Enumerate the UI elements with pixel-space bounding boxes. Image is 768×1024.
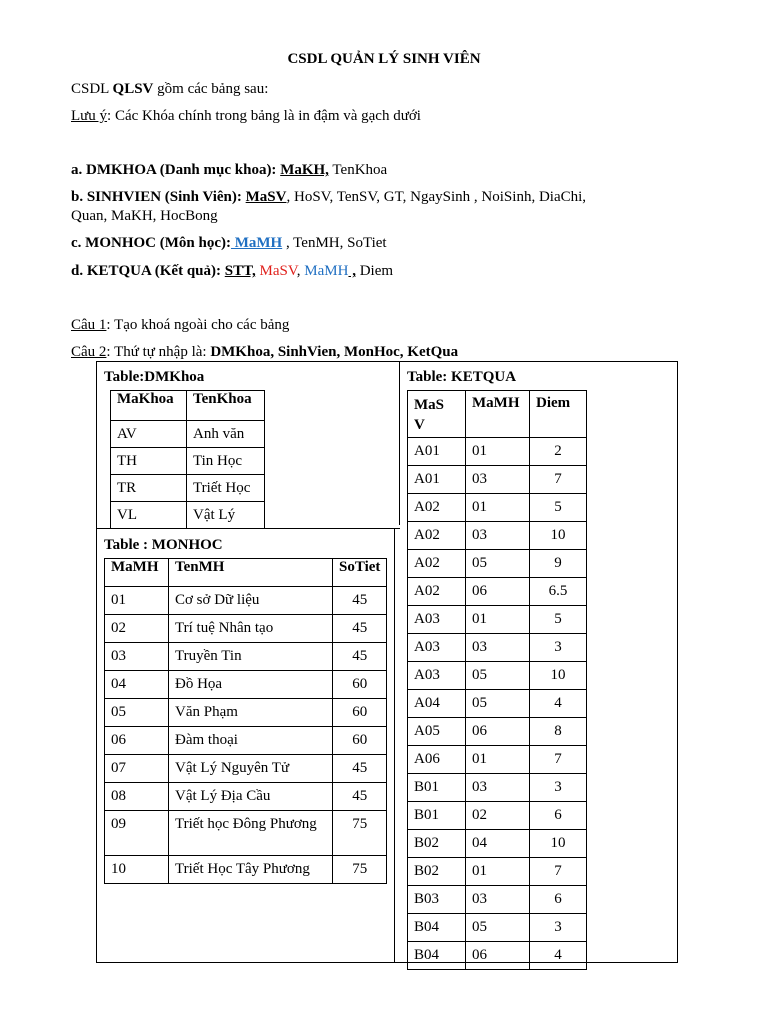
ketqua-row: [408, 746, 587, 774]
ketqua-cell: 02: [466, 802, 530, 830]
ketqua-cell: 5: [530, 494, 587, 522]
monhoc-header: TenMH: [169, 559, 333, 587]
ketqua-cell: 8: [530, 718, 587, 746]
ketqua-cell: 01: [466, 858, 530, 886]
ketqua-cell: 10: [530, 522, 587, 550]
monhoc-cell: Truyền Tin: [169, 643, 333, 671]
ketqua-cell: B02: [408, 830, 466, 858]
ketqua-cell: 03: [466, 522, 530, 550]
dmkhoa-cell: Triết Học: [187, 475, 265, 502]
schema-key: STT,: [224, 263, 256, 279]
ketqua-cell: 7: [530, 858, 587, 886]
monhoc-row: [105, 587, 387, 615]
ketqua-cell: 06: [466, 578, 530, 606]
monhoc-cell: 04: [105, 671, 169, 699]
ketqua-cell: 05: [466, 662, 530, 690]
ketqua-cell: 5: [530, 606, 587, 634]
document-title: CSDL QUẢN LÝ SINH VIÊN: [287, 51, 481, 67]
ketqua-row: [408, 858, 587, 886]
ketqua-cell: B01: [408, 774, 466, 802]
monhoc-cell: Cơ sở Dữ liệu: [169, 587, 333, 615]
intro-post: gồm các bảng sau:: [153, 81, 269, 97]
monhoc-cell: 45: [333, 783, 387, 811]
ketqua-cell: B04: [408, 914, 466, 942]
dmkhoa-cell: VL: [111, 502, 187, 529]
schema-fk-mamh: MaMH: [300, 263, 349, 279]
ketqua-row: [408, 522, 587, 550]
schema-rest: , TenMH, SoTiet: [282, 235, 387, 251]
schema-monhoc: [71, 233, 387, 253]
ketqua-cell: 6.5: [530, 578, 587, 606]
ketqua-row: [408, 578, 587, 606]
ketqua-cell: 05: [466, 550, 530, 578]
ketqua-cell: 10: [530, 662, 587, 690]
ketqua-cell: B02: [408, 858, 466, 886]
monhoc-row: [105, 727, 387, 755]
ketqua-cell: A01: [408, 466, 466, 494]
note-text: : Các Khóa chính trong bảng là in đậm và gạch dưới: [107, 108, 421, 124]
monhoc-cell: 05: [105, 699, 169, 727]
monhoc-cell: Triết Học Tây Phương: [169, 856, 333, 884]
monhoc-cell: 45: [333, 615, 387, 643]
schema-ketqua: [71, 261, 393, 281]
ketqua-cell: 3: [530, 914, 587, 942]
schema-rest: , HoSV, TenSV, GT, NgaySinh , NoiSinh, DiaChi,: [286, 189, 587, 205]
ketqua-table: [407, 390, 587, 970]
ketqua-cell: A03: [408, 606, 466, 634]
dmkhoa-cell: Anh văn: [187, 421, 265, 448]
monhoc-cell: Vật Lý Nguyên Tử: [169, 755, 333, 783]
ketqua-cell: 01: [466, 606, 530, 634]
schema-sinhvien-cont: Quan, MaKH, HocBong: [71, 208, 218, 224]
monhoc-cell: 01: [105, 587, 169, 615]
schema-sep: ,: [296, 263, 301, 279]
ketqua-cell: A02: [408, 550, 466, 578]
ketqua-cell: 7: [530, 746, 587, 774]
ketqua-header: MaS V: [408, 391, 466, 438]
ketqua-cell: 03: [466, 886, 530, 914]
ketqua-row: [408, 438, 587, 466]
ketqua-header: MaMH: [466, 391, 530, 438]
ketqua-cell: A03: [408, 662, 466, 690]
cau2-line: [71, 342, 458, 362]
ketqua-row: [408, 718, 587, 746]
ketqua-row: [408, 942, 587, 970]
cau2-label: Câu 2: [71, 344, 107, 360]
monhoc-cell: Vật Lý Địa Cầu: [169, 783, 333, 811]
monhoc-cell: Trí tuệ Nhân tạo: [169, 615, 333, 643]
ketqua-cell: 4: [530, 942, 587, 970]
intro-line: [71, 79, 268, 99]
cau1-line: [71, 315, 289, 335]
monhoc-cell: Văn Phạm: [169, 699, 333, 727]
ketqua-cell: 03: [466, 774, 530, 802]
ketqua-label: Table: KETQUA: [407, 369, 517, 385]
ketqua-header: Diem: [530, 391, 587, 438]
ketqua-cell: 01: [466, 438, 530, 466]
monhoc-cell: 06: [105, 727, 169, 755]
ketqua-cell: 01: [466, 494, 530, 522]
ketqua-cell: 7: [530, 466, 587, 494]
monhoc-label: Table : MONHOC: [104, 537, 223, 553]
monhoc-row: [105, 856, 387, 884]
monhoc-cell: 60: [333, 699, 387, 727]
schema-head: c. MONHOC (Môn học):: [71, 235, 231, 251]
intro-pre: CSDL: [71, 81, 113, 97]
dmkhoa-cell: TH: [111, 448, 187, 475]
ketqua-row: [408, 466, 587, 494]
dmkhoa-cell: AV: [111, 421, 187, 448]
monhoc-cell: 45: [333, 643, 387, 671]
ketqua-cell: A02: [408, 522, 466, 550]
ketqua-cell: A02: [408, 494, 466, 522]
monhoc-row: [105, 783, 387, 811]
ketqua-row: [408, 830, 587, 858]
monhoc-row: [105, 699, 387, 727]
ketqua-cell: A04: [408, 690, 466, 718]
dmkhoa-row: [111, 421, 265, 448]
ketqua-cell: 06: [466, 718, 530, 746]
ketqua-cell: 04: [466, 830, 530, 858]
ketqua-cell: 03: [466, 634, 530, 662]
ketqua-cell: 3: [530, 774, 587, 802]
monhoc-row: [105, 615, 387, 643]
monhoc-cell: 75: [333, 811, 387, 856]
ketqua-cell: 10: [530, 830, 587, 858]
ketqua-cell: B04: [408, 942, 466, 970]
monhoc-cell: Triết học Đông Phương: [169, 811, 333, 856]
ketqua-cell: 9: [530, 550, 587, 578]
ketqua-cell: 05: [466, 914, 530, 942]
ketqua-cell: 6: [530, 802, 587, 830]
ketqua-cell: 2: [530, 438, 587, 466]
dmkhoa-row: [111, 448, 265, 475]
ketqua-row: [408, 662, 587, 690]
ketqua-cell: 3: [530, 634, 587, 662]
ketqua-row: [408, 690, 587, 718]
monhoc-row: [105, 643, 387, 671]
schema-mid: ,: [348, 263, 356, 279]
monhoc-cell: 07: [105, 755, 169, 783]
ketqua-cell: B03: [408, 886, 466, 914]
schema-dmkhoa: [71, 160, 387, 180]
monhoc-row: [105, 811, 387, 856]
monhoc-cell: 45: [333, 755, 387, 783]
monhoc-cell: Đồ Họa: [169, 671, 333, 699]
frame-divider-vertical-lower: [394, 528, 395, 963]
ketqua-cell: A06: [408, 746, 466, 774]
ketqua-cell: A03: [408, 634, 466, 662]
cau2-text: : Thứ tự nhập là:: [106, 344, 211, 360]
ketqua-cell: A01: [408, 438, 466, 466]
ketqua-row: [408, 550, 587, 578]
dmkhoa-row: [111, 475, 265, 502]
ketqua-cell: A05: [408, 718, 466, 746]
ketqua-row: [408, 886, 587, 914]
schema-head: a. DMKHOA (Danh mục khoa):: [71, 162, 281, 178]
monhoc-cell: 75: [333, 856, 387, 884]
note-line: [71, 106, 421, 126]
monhoc-cell: 08: [105, 783, 169, 811]
dmkhoa-header: MaKhoa: [111, 391, 187, 421]
ketqua-row: [408, 914, 587, 942]
dmkhoa-cell: Vật Lý: [187, 502, 265, 529]
schema-key: MaKH,: [280, 162, 329, 178]
monhoc-cell: 60: [333, 671, 387, 699]
ketqua-row: [408, 802, 587, 830]
ketqua-cell: 01: [466, 746, 530, 774]
schema-head: b. SINHVIEN (Sinh Viên):: [71, 189, 246, 205]
dmkhoa-label: Table:DMKhoa: [104, 369, 205, 385]
note-label: Lưu ý: [71, 108, 108, 124]
ketqua-cell: 05: [466, 690, 530, 718]
monhoc-header: MaMH: [105, 559, 169, 587]
monhoc-cell: 10: [105, 856, 169, 884]
monhoc-header: SoTiet: [333, 559, 387, 587]
cau1-text: : Tạo khoá ngoài cho các bảng: [106, 317, 290, 333]
dmkhoa-row: [111, 502, 265, 529]
ketqua-cell: 6: [530, 886, 587, 914]
monhoc-cell: 45: [333, 587, 387, 615]
monhoc-cell: 03: [105, 643, 169, 671]
monhoc-cell: Đàm thoại: [169, 727, 333, 755]
dmkhoa-table: [110, 390, 265, 529]
ketqua-cell: 4: [530, 690, 587, 718]
monhoc-cell: 09: [105, 811, 169, 856]
ketqua-row: [408, 634, 587, 662]
dmkhoa-cell: TR: [111, 475, 187, 502]
monhoc-table: [104, 558, 387, 884]
ketqua-cell: B01: [408, 802, 466, 830]
ketqua-row: [408, 774, 587, 802]
ketqua-cell: 03: [466, 466, 530, 494]
dmkhoa-cell: Tin Học: [187, 448, 265, 475]
ketqua-row: [408, 494, 587, 522]
schema-fk-masv: MaSV: [255, 263, 297, 279]
monhoc-row: [105, 755, 387, 783]
frame-divider-vertical: [399, 361, 400, 525]
monhoc-cell: 60: [333, 727, 387, 755]
ketqua-cell: 06: [466, 942, 530, 970]
schema-head: d. KETQUA (Kết quả):: [71, 263, 225, 279]
schema-key: MaSV: [245, 189, 287, 205]
schema-key: MaMH: [230, 235, 283, 251]
ketqua-cell: A02: [408, 578, 466, 606]
schema-rest: TenKhoa: [328, 162, 388, 178]
schema-rest: Diem: [355, 263, 394, 279]
schema-sinhvien: [71, 187, 586, 207]
cau2-order: DMKhoa, SinhVien, MonHoc, KetQua: [210, 344, 459, 360]
monhoc-cell: 02: [105, 615, 169, 643]
intro-db-name: QLSV: [112, 81, 154, 97]
dmkhoa-header: TenKhoa: [187, 391, 265, 421]
cau1-label: Câu 1: [71, 317, 107, 333]
monhoc-row: [105, 671, 387, 699]
ketqua-row: [408, 606, 587, 634]
